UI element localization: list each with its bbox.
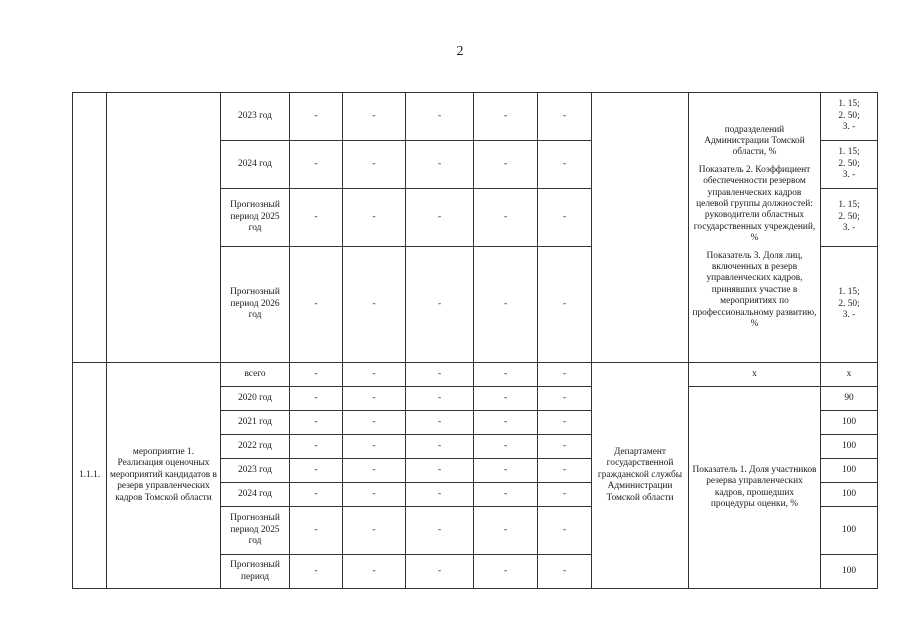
value-cell: -	[343, 411, 406, 435]
value-cell: -	[538, 387, 592, 411]
target-cell: 90	[821, 387, 878, 411]
program-table	[72, 92, 878, 589]
target-cell: 100	[821, 435, 878, 459]
table-row	[73, 363, 878, 387]
value-cell: -	[290, 483, 343, 507]
indicator-text: Показатель 3. Доля лиц, включенных в резерв управленческих кадров, принявших участие в мероприятиях по профессиональному развитию, %	[692, 250, 817, 330]
value-cell: -	[406, 387, 474, 411]
value-cell: -	[538, 507, 592, 555]
value-cell: -	[406, 411, 474, 435]
target-cell: х	[821, 363, 878, 387]
target-cell: 1. 15; 2. 50; 3. -	[821, 189, 878, 247]
value-cell: -	[474, 459, 538, 483]
value-cell: -	[474, 555, 538, 589]
activity-cell: мероприятие 1. Реализация оценочных мероприятий кандидатов в резерв управленческих кадров Томской области	[107, 363, 221, 589]
target-cell: 100	[821, 555, 878, 589]
value-cell: -	[406, 189, 474, 247]
year-cell: Прогнозный период 2025 год	[221, 507, 290, 555]
value-cell: -	[474, 387, 538, 411]
value-cell: -	[343, 435, 406, 459]
value-cell: -	[290, 555, 343, 589]
target-cell: 1. 15; 2. 50; 3. -	[821, 141, 878, 189]
value-cell: -	[406, 435, 474, 459]
indicator-cell	[689, 93, 821, 363]
year-cell: Прогнозный период 2026 год	[221, 247, 290, 363]
value-cell: -	[290, 141, 343, 189]
value-cell: -	[474, 189, 538, 247]
value-cell: -	[474, 141, 538, 189]
value-cell: -	[290, 411, 343, 435]
value-cell: -	[406, 507, 474, 555]
number-cell	[73, 93, 107, 363]
value-cell: -	[343, 507, 406, 555]
value-cell: -	[343, 459, 406, 483]
year-cell: 2022 год	[221, 435, 290, 459]
value-cell: -	[406, 483, 474, 507]
value-cell: -	[538, 555, 592, 589]
number-cell: 1.1.1.	[73, 363, 107, 589]
year-cell: 2023 год	[221, 93, 290, 141]
target-cell: 100	[821, 483, 878, 507]
value-cell: -	[290, 459, 343, 483]
year-cell: 2021 год	[221, 411, 290, 435]
indicator-text: подразделений Администрации Томской области, %	[704, 124, 805, 158]
value-cell: -	[343, 363, 406, 387]
value-cell: -	[538, 189, 592, 247]
value-cell: -	[343, 555, 406, 589]
value-cell: -	[406, 459, 474, 483]
executor-cell: Департамент государственной гражданской службы Администрации Томской области	[592, 363, 689, 589]
value-cell: -	[474, 247, 538, 363]
value-cell: -	[290, 189, 343, 247]
value-cell: -	[290, 387, 343, 411]
value-cell: -	[474, 483, 538, 507]
year-cell: всего	[221, 363, 290, 387]
value-cell: -	[406, 247, 474, 363]
value-cell: -	[474, 507, 538, 555]
activity-cell	[107, 93, 221, 363]
value-cell: -	[343, 189, 406, 247]
value-cell: -	[290, 247, 343, 363]
value-cell: -	[343, 387, 406, 411]
value-cell: -	[406, 141, 474, 189]
year-cell: 2024 год	[221, 483, 290, 507]
value-cell: -	[474, 363, 538, 387]
target-cell: 1. 15; 2. 50; 3. -	[821, 93, 878, 141]
value-cell: -	[538, 141, 592, 189]
year-cell: Прогнозный период	[221, 555, 290, 589]
year-cell: 2023 год	[221, 459, 290, 483]
value-cell: -	[538, 247, 592, 363]
value-cell: -	[406, 363, 474, 387]
year-cell: Прогнозный период 2025 год	[221, 189, 290, 247]
page-number: 2	[456, 44, 464, 59]
indicator-cell: х	[689, 363, 821, 387]
value-cell: -	[290, 363, 343, 387]
target-cell: 100	[821, 411, 878, 435]
target-cell: 100	[821, 459, 878, 483]
value-cell: -	[538, 411, 592, 435]
value-cell: -	[474, 435, 538, 459]
value-cell: -	[538, 93, 592, 141]
value-cell: -	[406, 93, 474, 141]
indicator-text: Показатель 2. Коэффициент обеспеченности резервом управленческих кадров целевой группы должностей: руководители областных государственных учреждений, %	[693, 164, 816, 244]
year-cell: 2024 год	[221, 141, 290, 189]
value-cell: -	[343, 93, 406, 141]
value-cell: -	[343, 141, 406, 189]
value-cell: -	[406, 555, 474, 589]
year-cell: 2020 год	[221, 387, 290, 411]
value-cell: -	[538, 459, 592, 483]
value-cell: -	[290, 507, 343, 555]
value-cell: -	[538, 363, 592, 387]
value-cell: -	[290, 93, 343, 141]
value-cell: -	[343, 483, 406, 507]
table-row	[73, 93, 878, 141]
indicator-cell: Показатель 1. Доля участников резерва управленческих кадров, прошедших процедуры оценки, %	[689, 387, 821, 589]
value-cell: -	[343, 247, 406, 363]
value-cell: -	[290, 435, 343, 459]
value-cell: -	[474, 411, 538, 435]
target-cell: 100	[821, 507, 878, 555]
value-cell: -	[538, 435, 592, 459]
value-cell: -	[538, 483, 592, 507]
executor-cell	[592, 93, 689, 363]
target-cell: 1. 15; 2. 50; 3. -	[821, 247, 878, 363]
value-cell: -	[474, 93, 538, 141]
